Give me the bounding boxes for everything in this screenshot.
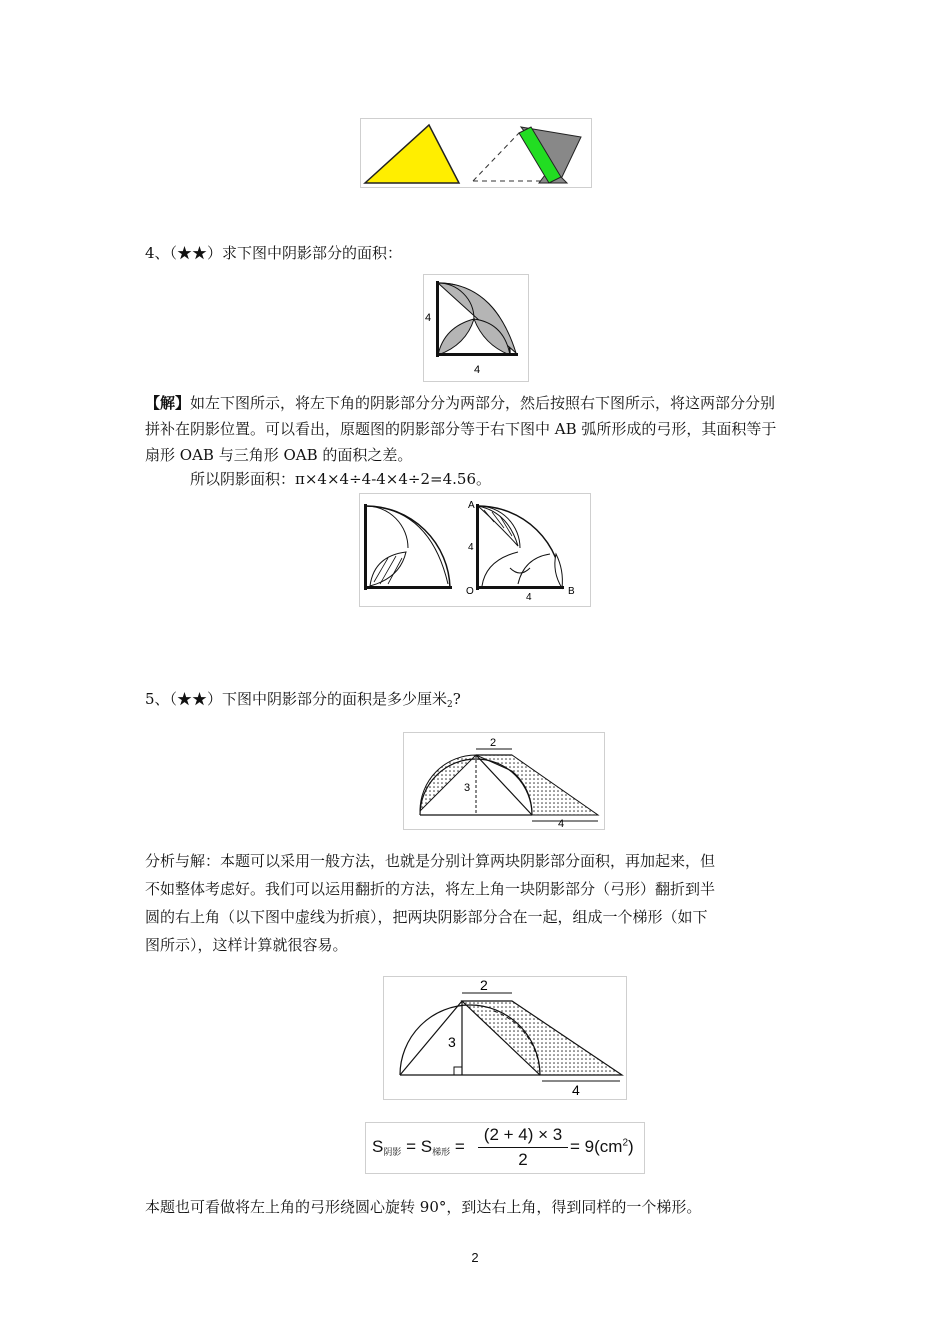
q4-solution-text1: 如左下图所示，将左下角的阴影部分分为两部分，然后按照右下图所示，将这两部分分别 — [190, 394, 776, 412]
q5-solution-svg — [384, 977, 626, 1099]
q5-solution-trapezoid — [462, 1001, 622, 1075]
triangle-fold-svg — [361, 119, 591, 187]
q5-analysis-line3: 圆的右上角（以下图中虚线为折痕），把两块阴影部分合在一起，组成一个梯形（如下 — [145, 908, 708, 926]
q4-label-side: 4 — [468, 542, 474, 553]
q5-title-suffix: ? — [452, 690, 461, 708]
formula-left — [372, 1137, 465, 1158]
formula-S2: S — [420, 1137, 433, 1156]
q5-sol-label-top: 2 — [480, 977, 488, 993]
q5-analysis-line4: 图所示），这样计算就很容易。 — [145, 936, 348, 954]
q4-title: 4、（★★）求下图中阴影部分的面积： — [145, 244, 403, 262]
q4-shaded-left — [438, 319, 474, 355]
q4-label-O: O — [466, 586, 474, 597]
q5-formula — [365, 1122, 645, 1174]
q5-right-trapezoid — [476, 755, 598, 815]
formula-result — [570, 1137, 634, 1157]
formula-numerator: (2 + 4) × 3 — [483, 1125, 563, 1144]
q5-label-top: 2 — [490, 737, 497, 749]
q4-solution-line2: 拼补在阴影位置。可以看出，原题图的阴影部分等于右下图中 AB 弧所形成的弓形，其面积等于 — [145, 420, 777, 438]
q5-figure — [403, 732, 605, 830]
q5-figure-svg — [404, 733, 604, 829]
q5-label-right: 4 — [558, 818, 565, 829]
q5-solution-figure — [383, 976, 627, 1100]
q5-analysis-line1: 分析与解：本题可以采用一般方法，也就是分别计算两块阴影部分面积，再加起来，但 — [145, 852, 716, 870]
q4-hatch-left — [370, 552, 406, 586]
q5-analysis-line2: 不如整体考虑好。我们可以运用翻折的方法，将左上角一块阴影部分（弓形）翻折到半 — [145, 880, 716, 898]
q5-sol-label-right: 4 — [572, 1082, 580, 1098]
formula-sub1: 阴影 — [383, 1147, 402, 1157]
q5-title — [145, 686, 461, 719]
q4-bottom-label: 4 — [474, 364, 481, 376]
formula-close: ) — [628, 1137, 634, 1156]
q4-label-B: B — [568, 586, 575, 597]
q4-figure — [423, 274, 529, 382]
q4-solution-line3: 扇形 OAB 与三角形 OAB 的面积之差。 — [145, 446, 413, 464]
q5-label-height: 3 — [464, 782, 471, 794]
formula-fraction-bar — [478, 1147, 568, 1148]
formula-result-text: = 9(cm — [570, 1137, 623, 1156]
page-number: 2 — [471, 1250, 479, 1265]
yellow-triangle — [365, 125, 459, 183]
formula-denominator: 2 — [518, 1150, 528, 1169]
q4-side-label: 4 — [425, 312, 432, 324]
formula-fraction — [478, 1125, 568, 1170]
formula-sub2: 梯形 — [432, 1147, 451, 1157]
triangle-fold-figure — [360, 118, 592, 188]
q4-answer: 所以阴影面积：π×4×4÷4-4×4÷2=4.56。 — [190, 470, 491, 488]
q4-hatch-right-side — [555, 554, 563, 588]
formula-eq2: = — [454, 1137, 465, 1156]
q4-solution-line1 — [145, 390, 815, 417]
q5-closing: 本题也可看做将左上角的弓形绕圆心旋转 90°，到达右上角，得到同样的一个梯形。 — [145, 1198, 702, 1216]
q4-label-A: A — [468, 500, 475, 511]
formula-sup: 2 — [622, 1137, 628, 1149]
q4-figure-svg — [424, 275, 528, 381]
q4-solution-tag: 【解】 — [145, 394, 191, 412]
q4-solution-figure — [359, 493, 591, 607]
q5-title-sup: 2 — [447, 700, 453, 710]
q4-solution-svg — [360, 494, 590, 606]
formula-S1: S — [372, 1137, 384, 1156]
q4-label-bottom: 4 — [526, 592, 532, 603]
q4-hatch-right-top — [478, 506, 518, 546]
formula-eq1: = — [406, 1137, 417, 1156]
q5-sol-label-height: 3 — [448, 1034, 456, 1050]
q5-title-prefix: 5、（★★）下图中阴影部分的面积是多少厘米 — [145, 690, 448, 708]
